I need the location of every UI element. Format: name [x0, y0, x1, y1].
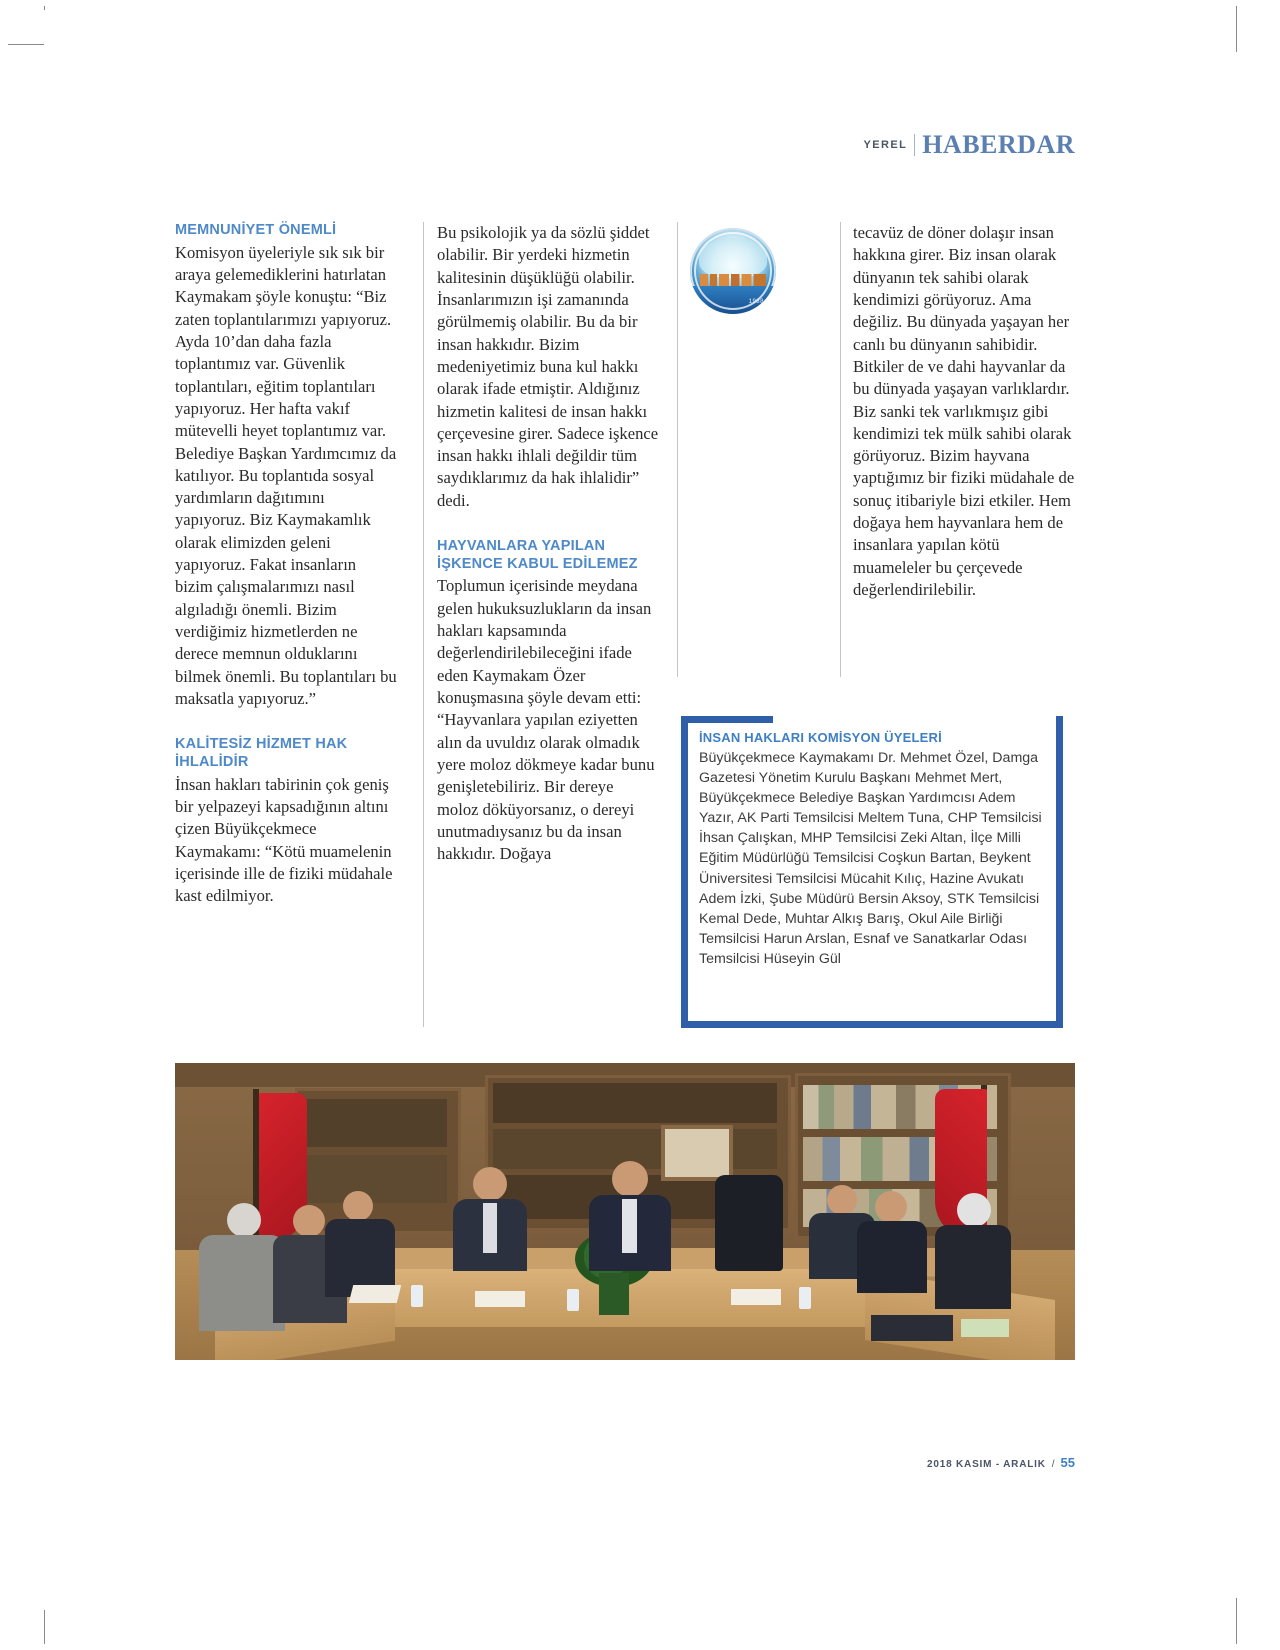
- column-divider-3: [840, 222, 841, 677]
- paragraph-c1-1: Komisyon üyeleriyle sık sık bir araya gelemediklerini hatırlatan Kaymakam şöyle konuştu: “Biz zaten toplantılarımızı yapıyoruz. Ayda 10’dan daha fazla toplantımız var. Güvenlik toplantıları, eğitim toplantıları yapıyoruz. Her hafta vakıf mütevelli heyet toplantımız var. Belediye Başkan Yardımcımız da katılıyor. Bu toplantıda sosyal yardımların dağıtımını yapıyoruz. Biz Kaymakamlık olarak elimizden geleni yapıyoruz. Fakat insanların bizim çalışmalarımızı nasıl algıladığı önemli. Bizim verdiğimiz hizmetlerden ne derece memnun olduklarını bilmek önemli. Bu toplantıları bu maksatla yapıyoruz.”: [175, 242, 397, 708]
- meeting-photograph: [175, 1063, 1075, 1360]
- commission-members-box: [681, 708, 1063, 1028]
- members-box-title: İNSAN HAKLARI KOMİSYON ÜYELERİ: [699, 730, 942, 745]
- photo-glass-1: [411, 1285, 423, 1307]
- photo-person-shirt-a: [483, 1203, 497, 1253]
- photo-cabinet-shelf-2: [303, 1155, 447, 1203]
- photo-paper-3: [731, 1289, 781, 1305]
- paragraph-c2-1: Bu psikolojik ya da sözlü şiddet olabilir. Bir yerdeki hizmetin kalitesinin düşüklüğü olabilir. İnsanlarımızın işi zamanında görülmemiş olabilir. Bu da bir insan hakkıdır. Bizim medeniyetimiz buna kul hakkı olarak ifade etmiştir. Aldığınız hizmetin kalitesi de insan hakkı çerçevesine girer. Sadece işkence insan hakkı ihlali değildir tüm saydıklarımız da hak ihlalidir” dedi.: [437, 223, 659, 510]
- buyukcekmece-kaymakamlik-emblem-icon: [690, 228, 776, 314]
- masthead-prefix: YEREL: [863, 139, 908, 151]
- masthead-title: HABERDAR: [922, 130, 1075, 159]
- crop-mark-top-right: [1236, 6, 1237, 52]
- footer-separator: /: [1051, 1459, 1055, 1470]
- photo-paper-1: [349, 1285, 401, 1303]
- members-box-body: Büyükçekmece Kaymakamı Dr. Mehmet Özel, Damga Gazetesi Yönetim Kurulu Başkanı Mehmet Mert, Büyükçekmece Belediye Başkan Yardımcısı Adem Yazır, AK Parti Temsilcisi Meltem Tuna, CHP Temsilcisi İhsan Çalışkan, MHP Temsilcisi Zeki Altan, İlçe Milli Eğitim Müdürlüğü Temsilcisi Coşkun Bartan, Beykent Üniversitesi Temsilcisi Mücahit Kılıç, Hazine Avukatı Adem İzki, Şube Müdürü Bersin Aksoy, STK Temsilcisi Kemal Dede, Muhtar Alkış Barış, Okul Aile Birliği Temsilcisi Harun Arslan, Esnaf ve Sanatkarlar Odası Temsilcisi Hüseyin Gül: [699, 750, 1042, 967]
- section-heading-hayvanlara: HAYVANLARA YAPILAN İŞKENCE KABUL EDİLEMEZ: [437, 538, 638, 572]
- photo-person-head-h: [343, 1191, 373, 1221]
- column-divider-1: [423, 222, 424, 1027]
- photo-vase: [599, 1273, 629, 1315]
- crop-mark-bottom-right: [1236, 1598, 1237, 1644]
- paragraph-c1-2: İnsan hakları tabirinin çok geniş bir yelpazeyi kapsadığının altını çizen Büyükçekmece Kaymakamı: “Kötü muamelenin içerisinde ille de fiziki müdahale kast edilmiyor.: [175, 774, 393, 906]
- page-footer: [927, 1455, 1075, 1470]
- photo-person-head-f: [227, 1203, 261, 1237]
- photo-folder: [961, 1319, 1009, 1337]
- photo-person-head-g: [293, 1205, 325, 1237]
- column-2: [437, 222, 659, 866]
- photo-cabinet-shelf-1: [303, 1099, 447, 1147]
- photo-empty-chair: [715, 1175, 783, 1271]
- photo-shelf-row-1: [493, 1083, 777, 1123]
- emblem-container: [690, 228, 776, 314]
- photo-paper-2: [475, 1291, 525, 1307]
- footer-page-number: 55: [1060, 1455, 1075, 1470]
- column-divider-2: [677, 222, 678, 677]
- photo-person-shirt-b: [622, 1199, 637, 1253]
- box-content: [699, 730, 1049, 1012]
- emblem-year: 1988: [748, 299, 764, 306]
- photo-person-head-e: [957, 1193, 991, 1227]
- column-4: [853, 222, 1075, 601]
- box-border-right: [1056, 716, 1063, 1028]
- column-1: [175, 222, 397, 908]
- section-heading-memnuniyet: MEMNUNİYET ÖNEMLİ: [175, 222, 337, 238]
- masthead-divider: [914, 134, 915, 156]
- photo-glass-3: [799, 1287, 811, 1309]
- photo-laptop: [871, 1315, 953, 1341]
- box-border-left: [681, 716, 688, 1028]
- box-border-top: [681, 716, 773, 723]
- section-heading-kalitesiz: KALİTESİZ HİZMET HAK İHLALİDİR: [175, 736, 348, 770]
- box-border-bottom: [681, 1021, 1063, 1028]
- paragraph-c4-1: tecavüz de döner dolaşır insan hakkına girer. Biz insan olarak dünyanın tek sahibi olarak kendimizi görüyoruz. Ama değiliz. Bu dünyada yaşayan her canlı bu dünyanın sahibidir. Bitkiler de ve dahi hayvanlar da bu dünyada yaşayan varlıklardır. Biz sanki tek varlıkmışız gibi kendimizi tek mülk sahibi olarak görüyoruz. Bizim hayvana yaptığımız bir fiziki müdahale de sonuç itibariyle bizi etkiler. Hem doğaya hem hayvanlara hem de insanlara yapılan kötü muameleler bu çerçevede değerlendirilebilir.: [853, 223, 1075, 599]
- photo-person-head-c: [827, 1185, 857, 1215]
- photo-person-body-e: [935, 1225, 1011, 1309]
- photo-person-head-a: [473, 1167, 507, 1201]
- photo-person-body-d: [857, 1221, 927, 1293]
- footer-date: 2018 KASIM - ARALIK: [927, 1459, 1046, 1470]
- photo-glass-2: [567, 1289, 579, 1311]
- photo-person-head-d: [875, 1191, 907, 1223]
- photo-person-head-b: [612, 1161, 648, 1197]
- photo-wall-frame: [661, 1125, 733, 1181]
- masthead: [864, 130, 1075, 160]
- paragraph-c2-2: Toplumun içerisinde meydana gelen hukuksuzlukların da insan hakları kapsamında değerlendirilebileceğini ifade eden Kaymakam Özer konuşmasına şöyle devam etti: “Hayvanlara yapılan eziyetten alın da uvuldız olarak olmadık yere moloz dökmeye kadar bunu genişletebiliriz. Bir dereye moloz döküyorsanız, o dereyi unutmadıysanız bu da insan hakkıdır. Doğaya: [437, 576, 655, 864]
- emblem-ring: [694, 232, 772, 310]
